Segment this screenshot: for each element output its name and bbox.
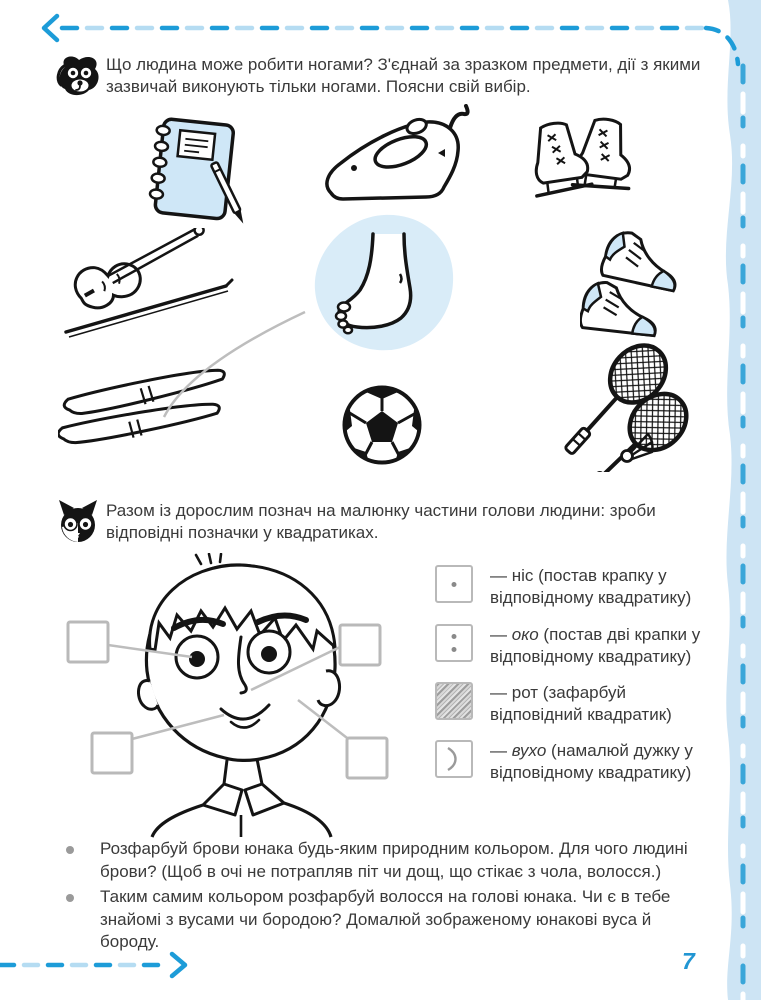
legend-shaded-square-icon	[435, 682, 473, 720]
right-arrow-icon	[172, 954, 185, 976]
skis[interactable]	[58, 358, 244, 470]
legend-item-eye: — око (постав дві крапки у відповідному квадратику)	[435, 624, 712, 667]
boy-face-figure	[55, 553, 440, 838]
bullet-icon	[66, 846, 74, 854]
legend-item-nose: — ніс (постав крапку у відповідному квадратику)	[435, 565, 712, 608]
legend-item-mouth: — рот (зафарбуй відповідний квадратик)	[435, 682, 712, 725]
foot[interactable]	[310, 212, 458, 354]
page-edge-band	[715, 0, 761, 1000]
dog-icon	[56, 52, 102, 98]
bullet-icon	[66, 894, 74, 902]
notebook-and-pen[interactable]	[135, 112, 253, 234]
list-item: Розфарбуй брови юнака будь-яким природним кольором. Для чого людині брови? (Щоб в очі не потрапляв піт чи дощ, що стікає з чола, волосся.)	[60, 838, 715, 883]
checkbox-left-eye[interactable]	[68, 622, 108, 662]
badminton-rackets-and-shuttlecock[interactable]	[480, 340, 692, 472]
soccer-ball[interactable]	[340, 382, 426, 468]
legend-item-ear: — вухо (намалюй дужку у відповідному квадратику)	[435, 740, 712, 783]
hair-strands	[196, 554, 221, 564]
iron[interactable]	[320, 104, 472, 222]
checkbox-nose[interactable]	[340, 625, 380, 665]
checkbox-ear[interactable]	[347, 738, 387, 778]
legend-arc-square-icon	[435, 740, 473, 778]
sneakers[interactable]	[580, 222, 712, 344]
violin-and-bow[interactable]	[58, 228, 240, 346]
legend-dot-square-icon	[435, 565, 473, 603]
ice-skates[interactable]	[522, 110, 654, 222]
exercise1-instruction: Що людина може робити ногами? З'єднай за зразком предмети, дії з якими зазвичай виконують тільки ногами. Поясни свій вибір.	[106, 55, 701, 96]
page-number: 7	[682, 948, 695, 974]
left-arrow-icon	[44, 16, 57, 40]
list-item: Таким самим кольором розфарбуй волосся на голові юнака. Чи є в тебе знайомі з вусами чи бородою? Домалюй зображеному юнакові вуса й бороду.	[60, 886, 715, 954]
legend-two-dots-square-icon	[435, 624, 473, 662]
cat-icon	[54, 497, 102, 547]
bottom-tasks-list	[60, 838, 710, 957]
exercise2-instruction: Разом із дорослим познач на малюнку частини голови людини: зроби відповідні позначки у квадратиках.	[106, 501, 656, 542]
checkbox-mouth[interactable]	[92, 733, 132, 773]
